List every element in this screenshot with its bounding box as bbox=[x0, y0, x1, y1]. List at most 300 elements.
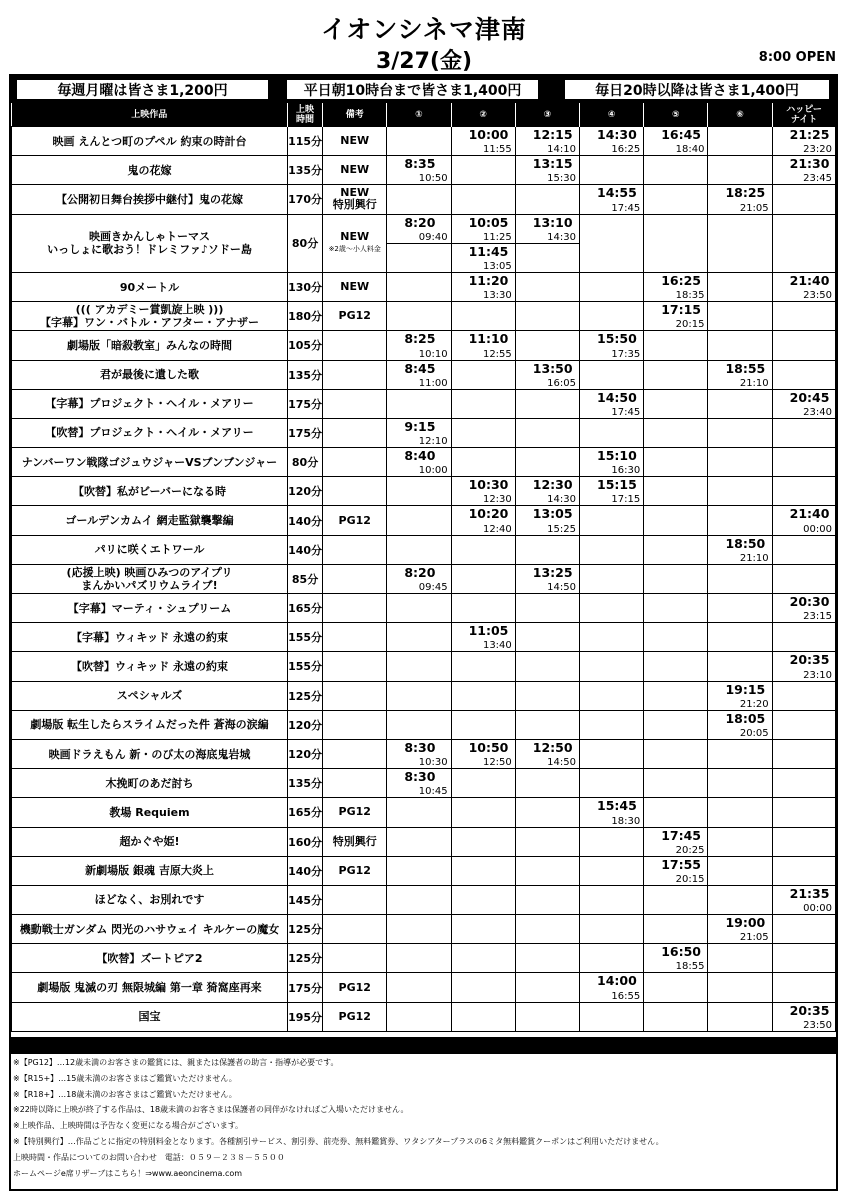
end-time: 14:30 bbox=[547, 231, 576, 243]
start-time: 21:30 bbox=[789, 156, 830, 172]
showtime-slot bbox=[515, 856, 579, 885]
end-time: 16:55 bbox=[611, 990, 641, 1002]
showtime-slot[interactable] bbox=[515, 127, 579, 156]
showtime-slot bbox=[580, 535, 644, 564]
showtime-slot[interactable] bbox=[451, 623, 515, 652]
showtime-slot[interactable] bbox=[772, 885, 835, 914]
start-time: 8:20 bbox=[404, 564, 436, 580]
end-time: 17:35 bbox=[611, 348, 641, 360]
start-time: 8:30 bbox=[404, 739, 436, 755]
start-time: 15:15 bbox=[597, 477, 637, 493]
showtime-slot[interactable] bbox=[644, 127, 708, 156]
showtime-slot bbox=[451, 710, 515, 739]
showtime-slot[interactable] bbox=[451, 506, 515, 535]
showtime-slot bbox=[644, 360, 708, 389]
end-time: 00:00 bbox=[803, 903, 832, 915]
showtime-slot bbox=[387, 185, 451, 214]
showtime-slot bbox=[451, 856, 515, 885]
end-time: 13:30 bbox=[482, 290, 512, 302]
showtime-slot bbox=[772, 448, 835, 477]
end-time: 20:15 bbox=[675, 873, 705, 885]
showtime-slot[interactable] bbox=[387, 448, 451, 477]
start-time: 14:55 bbox=[597, 185, 637, 201]
showtime-slot[interactable] bbox=[387, 418, 451, 447]
showtime-slot[interactable] bbox=[580, 331, 644, 360]
showtime-slot[interactable] bbox=[772, 1002, 835, 1031]
movie-row bbox=[12, 652, 836, 681]
end-time: 10:50 bbox=[418, 173, 448, 185]
end-time: 23:50 bbox=[803, 290, 832, 302]
start-time: 18:50 bbox=[725, 535, 766, 551]
end-time: 13:40 bbox=[482, 640, 512, 652]
showtime-slot bbox=[515, 302, 579, 331]
showtime-slot[interactable] bbox=[515, 564, 579, 593]
movie-duration: 80分 bbox=[288, 214, 323, 272]
start-time: 13:15 bbox=[532, 156, 573, 172]
showtime-slot[interactable] bbox=[708, 535, 772, 564]
showtime-slot bbox=[644, 506, 708, 535]
start-time: 10:05 bbox=[468, 214, 509, 230]
movie-row bbox=[12, 973, 836, 1002]
movie-duration: 165分 bbox=[288, 798, 323, 827]
showtime-slot bbox=[644, 389, 708, 418]
footer-line: ホームページe席リザーブはこちら！⇒www.aeoncinema.com bbox=[13, 1168, 243, 1178]
start-time: 15:10 bbox=[597, 448, 637, 464]
movie-title: ナンバーワン戦隊ゴジュウジャーVSブンブンジャー bbox=[12, 448, 288, 477]
showtime-slot bbox=[515, 652, 579, 681]
showtime-slot bbox=[451, 535, 515, 564]
movie-title: 鬼の花嫁 bbox=[12, 156, 288, 185]
movie-note: PG12 bbox=[323, 302, 387, 331]
end-time: 21:20 bbox=[739, 698, 769, 710]
movie-row bbox=[12, 944, 836, 973]
showtime-slot[interactable] bbox=[387, 156, 451, 185]
start-time: 14:50 bbox=[597, 389, 637, 405]
showtime-slot bbox=[772, 418, 835, 447]
movie-note bbox=[323, 739, 387, 768]
showtime-slot bbox=[580, 769, 644, 798]
movie-title: パリに咲くエトワール bbox=[12, 535, 288, 564]
showtime-slot bbox=[772, 681, 835, 710]
movie-row bbox=[12, 535, 836, 564]
showtime-slot bbox=[451, 564, 515, 593]
showtime-slot bbox=[387, 535, 451, 564]
showtime-slot[interactable] bbox=[387, 769, 451, 798]
showtime-slot[interactable] bbox=[515, 477, 579, 506]
showtime-slot bbox=[772, 944, 835, 973]
end-time: 23:50 bbox=[803, 1019, 832, 1031]
showtime-slot bbox=[580, 739, 644, 768]
movie-row bbox=[12, 477, 836, 506]
showtime-slot bbox=[708, 272, 772, 301]
showtime-slot bbox=[644, 798, 708, 827]
showtime-slot bbox=[580, 681, 644, 710]
end-time: 18:40 bbox=[675, 144, 705, 156]
showtime-slot[interactable] bbox=[772, 389, 835, 418]
showtime-slot[interactable] bbox=[644, 302, 708, 331]
movie-title: 劇場版 転生したらスライムだった件 蒼海の涙編 bbox=[12, 710, 288, 739]
movie-row bbox=[12, 681, 836, 710]
showtime-slot bbox=[708, 944, 772, 973]
showtime-slot[interactable] bbox=[451, 127, 515, 156]
end-time: 15:25 bbox=[547, 523, 576, 535]
showtime-slot[interactable] bbox=[515, 156, 579, 185]
showtime-slot[interactable] bbox=[644, 856, 708, 885]
showtime-slot bbox=[515, 915, 579, 944]
showtime-slot bbox=[772, 302, 835, 331]
movie-title: 劇場版 鬼滅の刃 無限城編 第一章 猗窩座再来 bbox=[12, 973, 288, 1002]
end-time: 16:05 bbox=[547, 377, 576, 389]
showtime-slot[interactable] bbox=[515, 506, 579, 535]
end-time: 21:10 bbox=[739, 552, 769, 564]
showtime-slot bbox=[772, 739, 835, 768]
movie-row bbox=[12, 389, 836, 418]
showtime-slot[interactable] bbox=[708, 681, 772, 710]
movie-row bbox=[12, 710, 836, 739]
end-time: 12:50 bbox=[482, 757, 512, 769]
showtime-slot bbox=[515, 448, 579, 477]
movie-duration: 175分 bbox=[288, 973, 323, 1002]
end-time: 20:05 bbox=[739, 727, 769, 739]
showtime-slot[interactable] bbox=[580, 448, 644, 477]
showtime-slot bbox=[644, 477, 708, 506]
movie-duration: 135分 bbox=[288, 156, 323, 185]
movie-duration: 140分 bbox=[288, 856, 323, 885]
movie-title: 90メートル bbox=[12, 272, 288, 301]
movie-note bbox=[323, 681, 387, 710]
movie-title: 【吹替】ウィキッド 永遠の約束 bbox=[12, 652, 288, 681]
footer-line: 上映時間・作品についてのお問い合わせ 電話：０５９－２３８－５５００ bbox=[13, 1152, 285, 1162]
showtime-slot bbox=[515, 272, 579, 301]
movie-note bbox=[323, 564, 387, 593]
movie-duration: 170分 bbox=[288, 185, 323, 214]
movie-row bbox=[12, 856, 836, 885]
start-time: 15:50 bbox=[597, 331, 637, 347]
col-screen-6: ⑥ bbox=[708, 103, 772, 127]
showtime-slot[interactable] bbox=[451, 214, 515, 243]
movie-note: PG12 bbox=[323, 973, 387, 1002]
showtime-slot[interactable] bbox=[708, 360, 772, 389]
showtime-slot bbox=[387, 1002, 451, 1031]
showtime-slot bbox=[644, 331, 708, 360]
showtime-slot bbox=[772, 710, 835, 739]
movie-note bbox=[323, 915, 387, 944]
end-time: 18:35 bbox=[675, 290, 705, 302]
movie-row bbox=[12, 302, 836, 331]
start-time: 18:25 bbox=[725, 185, 766, 201]
showtime-slot bbox=[772, 798, 835, 827]
showtime-slot[interactable] bbox=[580, 973, 644, 1002]
movie-note: NEW ※2歳～小人料金 bbox=[323, 214, 387, 272]
showtime-slot[interactable] bbox=[387, 564, 451, 593]
showtime-slot bbox=[708, 418, 772, 447]
start-time: 21:40 bbox=[789, 272, 830, 288]
movie-duration: 120分 bbox=[288, 477, 323, 506]
start-time: 18:55 bbox=[725, 360, 766, 376]
showtime-slot bbox=[515, 769, 579, 798]
showtime-slot bbox=[772, 214, 835, 272]
col-title: 上映作品 bbox=[12, 103, 288, 127]
showtime-slot bbox=[580, 944, 644, 973]
movie-title: スペシャルズ bbox=[12, 681, 288, 710]
showtime-slot[interactable] bbox=[580, 389, 644, 418]
end-time: 10:30 bbox=[418, 757, 448, 769]
movie-duration: 80分 bbox=[288, 448, 323, 477]
showtime-slot bbox=[644, 564, 708, 593]
movie-row bbox=[12, 827, 836, 856]
showtime-slot bbox=[515, 827, 579, 856]
movie-duration: 120分 bbox=[288, 710, 323, 739]
movie-title: ほどなく、お別れです bbox=[12, 885, 288, 914]
showtime-slot[interactable] bbox=[387, 739, 451, 768]
showtime-slot bbox=[772, 535, 835, 564]
showtime-slot[interactable] bbox=[451, 331, 515, 360]
end-time: 15:30 bbox=[547, 173, 576, 185]
col-screen-4: ④ bbox=[580, 103, 644, 127]
showtime-slot[interactable] bbox=[708, 915, 772, 944]
showtime-slot[interactable] bbox=[451, 739, 515, 768]
col-screen-2: ② bbox=[451, 103, 515, 127]
showtime-slot[interactable] bbox=[580, 477, 644, 506]
start-time: 21:35 bbox=[789, 885, 830, 901]
showtime-slot bbox=[708, 1002, 772, 1031]
showtime-slot bbox=[644, 652, 708, 681]
showtime-slot bbox=[515, 418, 579, 447]
col-duration: 上映 時間 bbox=[288, 103, 323, 127]
movie-note bbox=[323, 331, 387, 360]
showtime-slot bbox=[708, 769, 772, 798]
movie-duration: 195分 bbox=[288, 1002, 323, 1031]
showtime-slot[interactable] bbox=[708, 185, 772, 214]
footer-line: ※【特別興行】…作品ごとに指定の特別料金となります。各種割引サービス、割引券、前売券、無料鑑賞券、ワタシアタープラスの6ミタ無料鑑賞クーポンはご利用いただけません。 bbox=[13, 1136, 664, 1146]
showtime-slot[interactable] bbox=[644, 272, 708, 301]
showtime-slot bbox=[580, 652, 644, 681]
start-time: 15:45 bbox=[597, 798, 637, 814]
end-time: 12:40 bbox=[482, 523, 512, 535]
col-note: 備考 bbox=[323, 103, 387, 127]
start-time: 8:40 bbox=[404, 448, 436, 464]
col-screen-5: ⑤ bbox=[644, 103, 708, 127]
movie-title: 映画きかんしゃトーマス いっしょに歌おう！ドレミファ♪ソドー島 bbox=[12, 214, 288, 272]
movie-title: 【吹替】プロジェクト・ヘイル・メアリー bbox=[12, 418, 288, 447]
start-time: 20:35 bbox=[789, 1002, 830, 1018]
start-time: 14:30 bbox=[597, 127, 637, 142]
showtime-slot bbox=[644, 156, 708, 185]
showtime-slot bbox=[708, 302, 772, 331]
showtime-slot[interactable] bbox=[708, 710, 772, 739]
movie-title: (応援上映) 映画ひみつのアイプリ まんかいパズリウムライブ! bbox=[12, 564, 288, 593]
movie-title: 映画 えんとつ町のプペル 約束の時計台 bbox=[12, 127, 288, 156]
showtime-slot bbox=[387, 973, 451, 1002]
showtime-slot bbox=[580, 506, 644, 535]
showtime-slot bbox=[644, 739, 708, 768]
showtime-slot bbox=[580, 710, 644, 739]
showtime-slot[interactable] bbox=[772, 594, 835, 623]
showtime-slot bbox=[387, 944, 451, 973]
movie-note: NEW bbox=[323, 127, 387, 156]
showtime-slot[interactable] bbox=[451, 272, 515, 301]
start-time: 10:20 bbox=[468, 506, 509, 522]
movie-title: 【吹替】私がビーバーになる時 bbox=[12, 477, 288, 506]
movie-note: NEW 特別興行 bbox=[323, 185, 387, 214]
movie-row bbox=[12, 769, 836, 798]
movie-row bbox=[12, 156, 836, 185]
showtime-slot[interactable] bbox=[580, 185, 644, 214]
movie-duration: 145分 bbox=[288, 885, 323, 914]
price-late-night: 毎日20時以降は皆さま1,400円 bbox=[563, 78, 831, 101]
footer-notes bbox=[13, 1055, 833, 1181]
showtime-slot bbox=[644, 885, 708, 914]
showtime-slot bbox=[387, 885, 451, 914]
start-time: 16:50 bbox=[661, 944, 702, 960]
end-time: 21:05 bbox=[739, 202, 769, 214]
movie-title: 【公開初日舞台挨拶中継付】鬼の花嫁 bbox=[12, 185, 288, 214]
showtime-slot bbox=[387, 594, 451, 623]
movie-title: 超かぐや姫! bbox=[12, 827, 288, 856]
start-time: 17:15 bbox=[661, 302, 702, 318]
showtime-slot bbox=[451, 798, 515, 827]
showtime-slot bbox=[387, 856, 451, 885]
end-time: 20:15 bbox=[675, 319, 705, 331]
showtime-slot bbox=[515, 944, 579, 973]
showtime-slot bbox=[772, 973, 835, 1002]
showtime-slot bbox=[451, 769, 515, 798]
showtime-slot bbox=[644, 769, 708, 798]
footer-line: ※22時以降に上映が終了する作品は、18歳未満のお客さまは保護者の同伴がなければご入場いただけません。 bbox=[13, 1105, 409, 1115]
movie-duration: 180分 bbox=[288, 302, 323, 331]
showtime-slot[interactable] bbox=[515, 739, 579, 768]
showtime-slot bbox=[580, 302, 644, 331]
start-time: 19:00 bbox=[725, 915, 766, 931]
showtime-slot bbox=[451, 944, 515, 973]
showtime-slot[interactable] bbox=[772, 127, 835, 156]
movie-title: 劇場版「暗殺教室」みんなの時間 bbox=[12, 331, 288, 360]
start-time: 8:25 bbox=[404, 331, 436, 347]
showtime-slot[interactable] bbox=[451, 243, 515, 272]
start-time: 8:35 bbox=[404, 156, 436, 172]
showtime-slot bbox=[644, 973, 708, 1002]
showtime-slot bbox=[387, 506, 451, 535]
showtime-slot bbox=[772, 564, 835, 593]
end-time: 09:45 bbox=[418, 582, 448, 593]
movie-note bbox=[323, 769, 387, 798]
movie-duration: 160分 bbox=[288, 827, 323, 856]
showtime-slot bbox=[708, 739, 772, 768]
footer-band bbox=[11, 1037, 836, 1054]
start-time: 10:00 bbox=[468, 127, 509, 142]
start-time: 20:30 bbox=[789, 594, 830, 609]
showtime-slot bbox=[451, 360, 515, 389]
showtime-slot[interactable] bbox=[580, 127, 644, 156]
movie-title: 映画ドラえもん 新・のび太の海底鬼岩城 bbox=[12, 739, 288, 768]
movie-duration: 85分 bbox=[288, 564, 323, 593]
showtime-slot[interactable] bbox=[387, 331, 451, 360]
movie-duration: 125分 bbox=[288, 944, 323, 973]
showtime-slot bbox=[387, 710, 451, 739]
movie-title: 教場 Requiem bbox=[12, 798, 288, 827]
showtime-slot[interactable] bbox=[515, 360, 579, 389]
start-time: 21:40 bbox=[789, 506, 830, 522]
showtime-slot[interactable] bbox=[644, 827, 708, 856]
end-time: 17:45 bbox=[611, 406, 641, 418]
showtime-slot bbox=[708, 506, 772, 535]
showtime-slot[interactable] bbox=[644, 944, 708, 973]
showtime-slot bbox=[708, 331, 772, 360]
end-time: 14:50 bbox=[547, 757, 576, 769]
showtime-slot bbox=[451, 827, 515, 856]
showtime-slot bbox=[708, 798, 772, 827]
showtime-slot[interactable] bbox=[387, 214, 451, 243]
start-time: 18:05 bbox=[725, 710, 766, 726]
end-time: 12:30 bbox=[482, 494, 512, 506]
showtime-slot bbox=[451, 594, 515, 623]
price-monday: 毎週月曜は皆さま1,200円 bbox=[15, 78, 270, 101]
start-time: 12:30 bbox=[532, 477, 573, 493]
end-time: 10:45 bbox=[418, 786, 448, 798]
showtime-slot bbox=[772, 769, 835, 798]
end-time: 11:00 bbox=[418, 377, 448, 389]
start-time: 16:25 bbox=[661, 272, 702, 288]
end-time: 23:20 bbox=[803, 144, 832, 156]
movie-row bbox=[12, 272, 836, 301]
movie-note bbox=[323, 710, 387, 739]
movie-duration: 120分 bbox=[288, 739, 323, 768]
showtime-slot bbox=[387, 477, 451, 506]
movie-note bbox=[323, 418, 387, 447]
movie-title: ((( アカデミー賞凱旋上映 ))) 【字幕】ワン・バトル・アフター・アナザー bbox=[12, 302, 288, 331]
movie-title: 君が最後に遺した歌 bbox=[12, 360, 288, 389]
end-time: 20:25 bbox=[675, 844, 705, 856]
movie-duration: 135分 bbox=[288, 360, 323, 389]
movie-note bbox=[323, 448, 387, 477]
showtime-slot[interactable] bbox=[580, 798, 644, 827]
table-header bbox=[12, 103, 836, 127]
movie-title: 新劇場版 銀魂 吉原大炎上 bbox=[12, 856, 288, 885]
start-time: 8:20 bbox=[404, 214, 436, 230]
showtime-slot[interactable] bbox=[515, 214, 579, 243]
showtime-slot bbox=[387, 243, 451, 272]
showtime-slot bbox=[708, 885, 772, 914]
showtime-slot[interactable] bbox=[772, 506, 835, 535]
end-time: 14:10 bbox=[547, 144, 576, 156]
price-weekday-morning: 平日朝10時台まで皆さま1,400円 bbox=[285, 78, 540, 101]
movie-duration: 155分 bbox=[288, 623, 323, 652]
start-time: 8:45 bbox=[404, 360, 436, 376]
showtime-slot[interactable] bbox=[772, 652, 835, 681]
showtime-slot[interactable] bbox=[387, 360, 451, 389]
footer-line: ※【PG12】…12歳未満のお客さまの鑑賞には、親または保護者の助言・指導が必要です。 bbox=[13, 1058, 339, 1067]
movie-note: PG12 bbox=[323, 856, 387, 885]
end-time: 10:10 bbox=[418, 348, 448, 360]
showtime-slot bbox=[708, 156, 772, 185]
showtime-slot bbox=[387, 798, 451, 827]
showtime-slot[interactable] bbox=[451, 477, 515, 506]
showtime-slot bbox=[387, 272, 451, 301]
start-time: 11:20 bbox=[468, 272, 509, 288]
showtime-slot bbox=[515, 623, 579, 652]
showtime-slot bbox=[515, 594, 579, 623]
end-time: 21:05 bbox=[739, 932, 769, 944]
showtime-slot bbox=[515, 681, 579, 710]
showtime-slot[interactable] bbox=[772, 156, 835, 185]
showtime-slot bbox=[515, 798, 579, 827]
movie-duration: 135分 bbox=[288, 769, 323, 798]
movie-row bbox=[12, 127, 836, 156]
movie-row bbox=[12, 360, 836, 389]
showtime-slot[interactable] bbox=[772, 272, 835, 301]
end-time: 11:55 bbox=[482, 144, 512, 156]
movie-duration: 165分 bbox=[288, 594, 323, 623]
